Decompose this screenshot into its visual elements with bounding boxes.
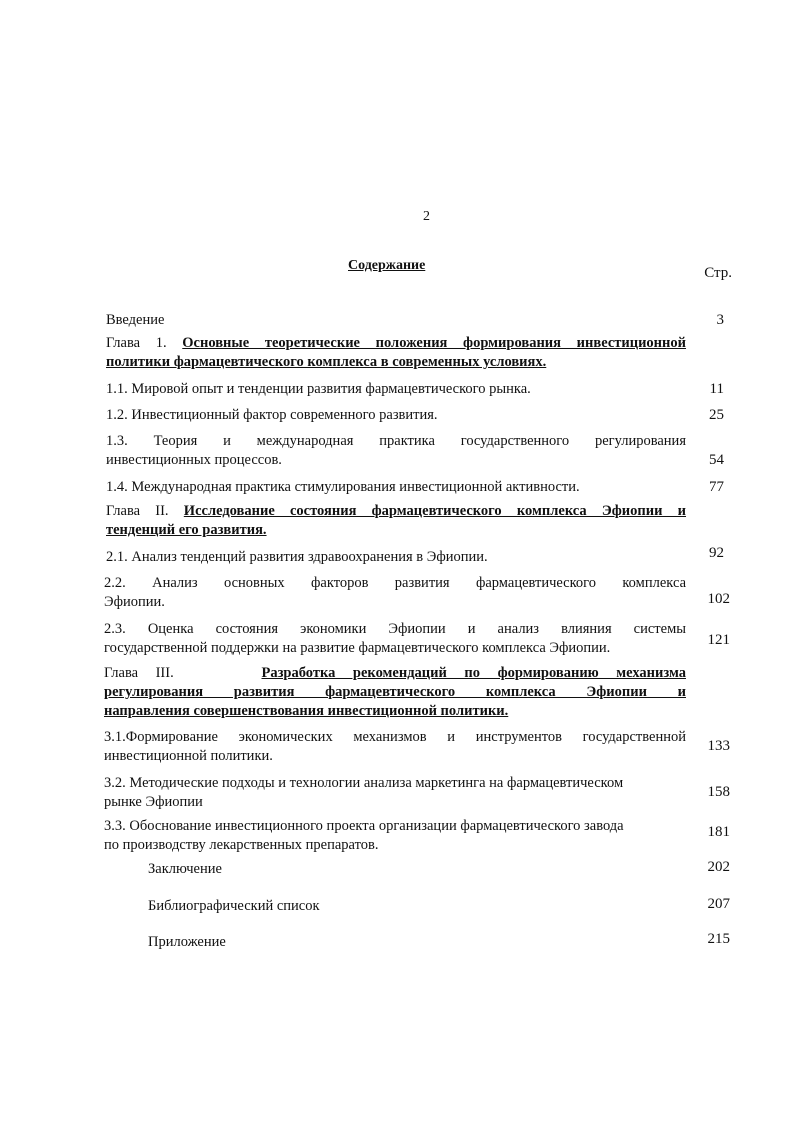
toc-entry-text-line1: 2.3. Оценка состояния экономики Эфиопии и анализ влияния системы bbox=[104, 621, 686, 637]
chapter-prefix: Глава 1. bbox=[106, 335, 167, 351]
toc-entry-text: Библиографический список bbox=[148, 898, 320, 914]
toc-chapter-3 bbox=[104, 664, 686, 721]
toc-entry-1-2 bbox=[106, 406, 686, 425]
toc-entry-text: 2.1. Анализ тенденций развития здравоохранения в Эфиопии. bbox=[106, 549, 488, 565]
toc-entry-1-4 bbox=[106, 478, 686, 497]
toc-entry-introduction bbox=[106, 311, 164, 330]
toc-entry-appendix bbox=[148, 933, 226, 952]
toc-entry-text-line1: 3.3. Обоснование инвестиционного проекта организации фармацевтического завода bbox=[104, 818, 624, 834]
toc-entry-text-line2: рынке Эфиопии bbox=[104, 794, 203, 810]
toc-entry-text-line1: 3.1.Формирование экономических механизмов и инструментов государственной bbox=[104, 729, 686, 745]
toc-entry-page: 92 bbox=[709, 545, 724, 561]
toc-entry-text-line2: государственной поддержки на развитие фармацевтического комплекса Эфиопии. bbox=[104, 640, 611, 656]
toc-entry-text-line2: по производству лекарственных препаратов. bbox=[104, 837, 379, 853]
toc-entry-text: 1.2. Инвестиционный фактор современного развития. bbox=[106, 407, 438, 423]
toc-entry-3-2 bbox=[104, 774, 686, 812]
toc-entry-text-line1: 3.2. Методические подходы и технологии анализа маркетинга на фармацевтическом bbox=[104, 775, 624, 791]
toc-entry-2-2 bbox=[104, 574, 686, 612]
chapter-title-line2: политики фармацевтического комплекса в современных условиях. bbox=[106, 354, 547, 370]
toc-entry-page: 181 bbox=[707, 824, 730, 840]
chapter-title-line3: направления совершенствования инвестиционной политики. bbox=[104, 703, 509, 719]
toc-entry-page: 102 bbox=[707, 591, 730, 607]
toc-entry-3-1 bbox=[104, 728, 686, 766]
toc-entry-text: Введение bbox=[106, 312, 165, 328]
toc-entry-page: 3 bbox=[716, 312, 724, 328]
toc-entry-text-line1: 2.2. Анализ основных факторов развития фармацевтического комплекса bbox=[104, 575, 686, 591]
page-title: Содержание bbox=[348, 258, 426, 273]
toc-entry-page: 133 bbox=[707, 738, 730, 754]
toc-entry-text: Приложение bbox=[148, 934, 226, 950]
toc-chapter-1 bbox=[106, 334, 686, 372]
chapter-title-line2: тенденций его развития. bbox=[106, 522, 267, 538]
toc-entry-page: 11 bbox=[709, 381, 724, 397]
toc-entry-page: 207 bbox=[707, 896, 730, 912]
toc-entry-page: 215 bbox=[707, 931, 730, 947]
toc-entry-3-3 bbox=[104, 817, 686, 855]
toc-entry-text: 1.4. Международная практика стимулирования инвестиционной активности. bbox=[106, 479, 580, 495]
chapter-title-line1: Основные теоретические положения формирования инвестиционной bbox=[182, 335, 687, 351]
toc-entry-page: 202 bbox=[707, 859, 730, 875]
toc-entry-2-3 bbox=[104, 620, 686, 658]
toc-entry-text: Заключение bbox=[148, 861, 222, 877]
toc-entry-text: 1.1. Мировой опыт и тенденции развития фармацевтического рынка. bbox=[106, 381, 531, 397]
toc-entry-text-line2: Эфиопии. bbox=[104, 594, 165, 610]
toc-entry-1-1 bbox=[106, 380, 686, 399]
toc-entry-page: 121 bbox=[707, 632, 730, 648]
chapter-prefix: Глава III. bbox=[104, 665, 174, 681]
toc-entry-1-3 bbox=[106, 432, 686, 470]
toc-entry-page: 158 bbox=[707, 784, 730, 800]
toc-entry-text-line2: инвестиционных процессов. bbox=[106, 452, 282, 468]
toc-entry-text-line2: инвестиционной политики. bbox=[104, 748, 273, 764]
chapter-title-line1: Разработка рекомендаций по формированию механизма bbox=[261, 665, 686, 681]
toc-entry-text-line1: 1.3. Теория и международная практика государственного регулирования bbox=[106, 433, 686, 449]
chapter-title-line1: Исследование состояния фармацевтического комплекса Эфиопии и bbox=[183, 503, 687, 519]
chapter-title-line2: регулирования развития фармацевтического комплекса Эфиопии и bbox=[104, 684, 686, 700]
toc-entry-page: 25 bbox=[709, 407, 724, 423]
toc-entry-page: 77 bbox=[709, 479, 724, 495]
toc-entry-page: 54 bbox=[709, 452, 724, 468]
toc-entry-bibliography bbox=[148, 897, 320, 916]
chapter-prefix: Глава II. bbox=[106, 503, 169, 519]
page-column-label: Стр. bbox=[704, 265, 732, 281]
toc-entry-2-1 bbox=[106, 548, 686, 567]
toc-entry-conclusion bbox=[148, 860, 222, 879]
page-number: 2 bbox=[423, 209, 430, 224]
toc-chapter-2 bbox=[106, 502, 686, 540]
